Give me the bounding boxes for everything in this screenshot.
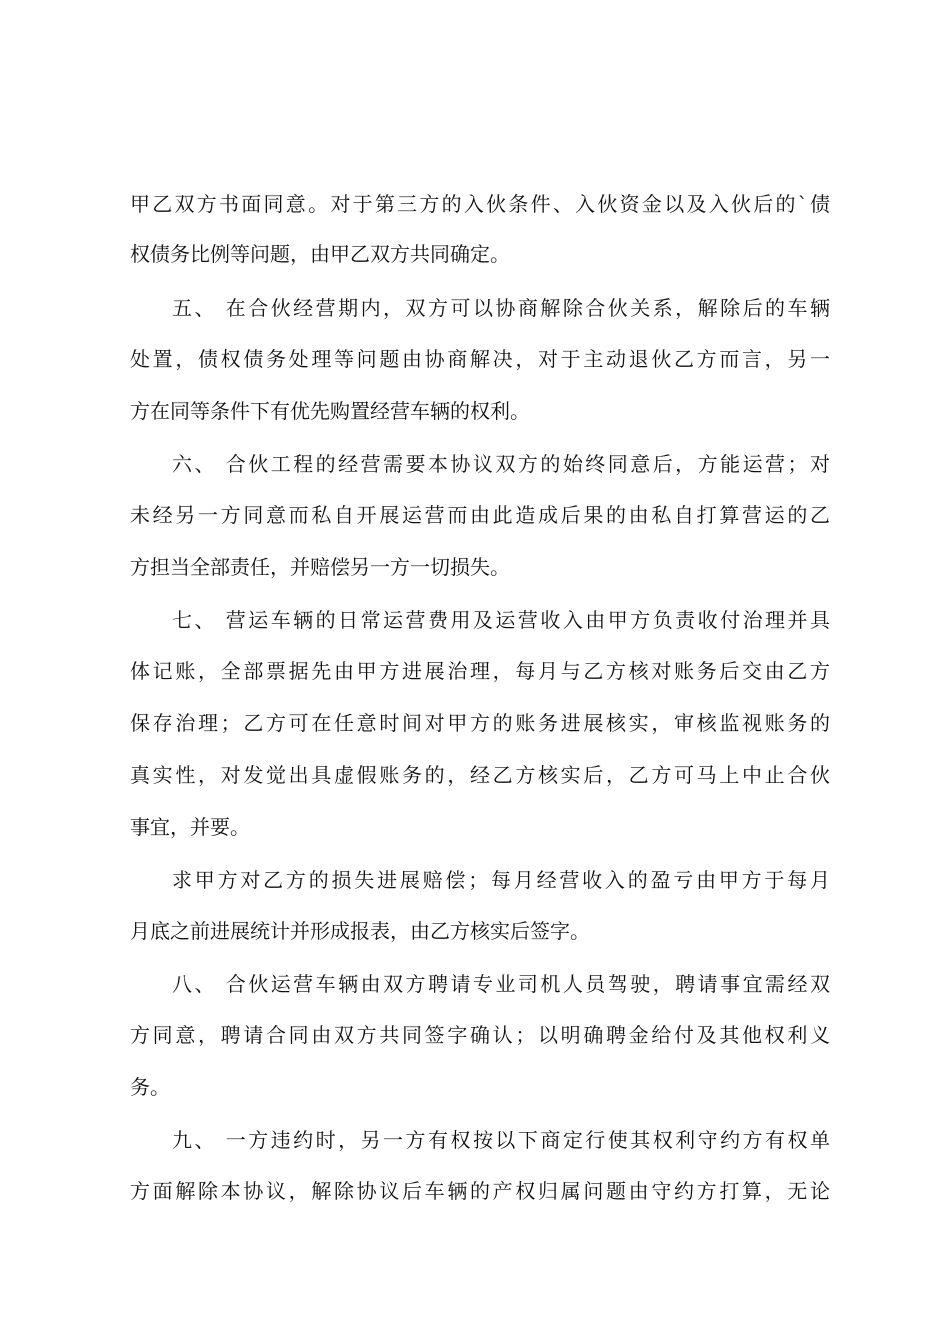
- document-line: 甲乙双方书面同意。对于第三方的入伙条件、入伙资金以及入伙后的`债: [130, 192, 830, 216]
- document-line: 体记账，全部票据先由甲方进展治理，每月与乙方核对账务后交由乙方: [130, 659, 830, 683]
- document-line: 事宜，并要。: [130, 815, 250, 839]
- clause-9-line: 九、 一方违约时，另一方有权按以下商定行使其权利守约方有权单: [172, 1128, 830, 1152]
- continuation-line: 求甲方对乙方的损失进展赔偿；每月经营收入的盈亏由甲方于每月: [172, 868, 830, 892]
- clause-8-line: 八、 合伙运营车辆由双方聘请专业司机人员驾驶，聘请事宜需经双: [172, 972, 830, 996]
- document-line: 真实性，对发觉出具虚假账务的，经乙方核实后，乙方可马上中止合伙: [130, 763, 830, 787]
- document-line: 方同意，聘请合同由双方共同签字确认；以明确聘金给付及其他权利义: [130, 1023, 830, 1047]
- document-line: 处置，债权债务处理等问题由协商解决，对于主动退伙乙方而言，另一: [130, 347, 830, 371]
- document-line: 未经另一方同意而私自开展运营而由此造成后果的由私自打算营运的乙: [130, 503, 830, 527]
- document-line: 方担当全部责任，并赔偿另一方一切损失。: [130, 555, 510, 579]
- document-line: 务。: [130, 1075, 170, 1099]
- document-line: 权债务比例等问题，由甲乙双方共同确定。: [130, 242, 510, 266]
- document-line: 月底之前进展统计并形成报表，由乙方核实后签字。: [130, 919, 590, 943]
- clause-6-line: 六、 合伙工程的经营需要本协议双方的始终同意后，方能运营；对: [172, 452, 830, 476]
- document-line: 方面解除本协议，解除协议后车辆的产权归属问题由守约方打算，无论: [130, 1179, 830, 1203]
- clause-7-line: 七、 营运车辆的日常运营费用及运营收入由甲方负责收付治理并具: [172, 608, 830, 632]
- clause-5-line: 五、 在合伙经营期内，双方可以协商解除合伙关系，解除后的车辆: [172, 296, 830, 320]
- document-line: 方在同等条件下有优先购置经营车辆的权利。: [130, 399, 530, 423]
- document-line: 保存治理；乙方可在任意时间对甲方的账务进展核实，审核监视账务的: [130, 711, 830, 735]
